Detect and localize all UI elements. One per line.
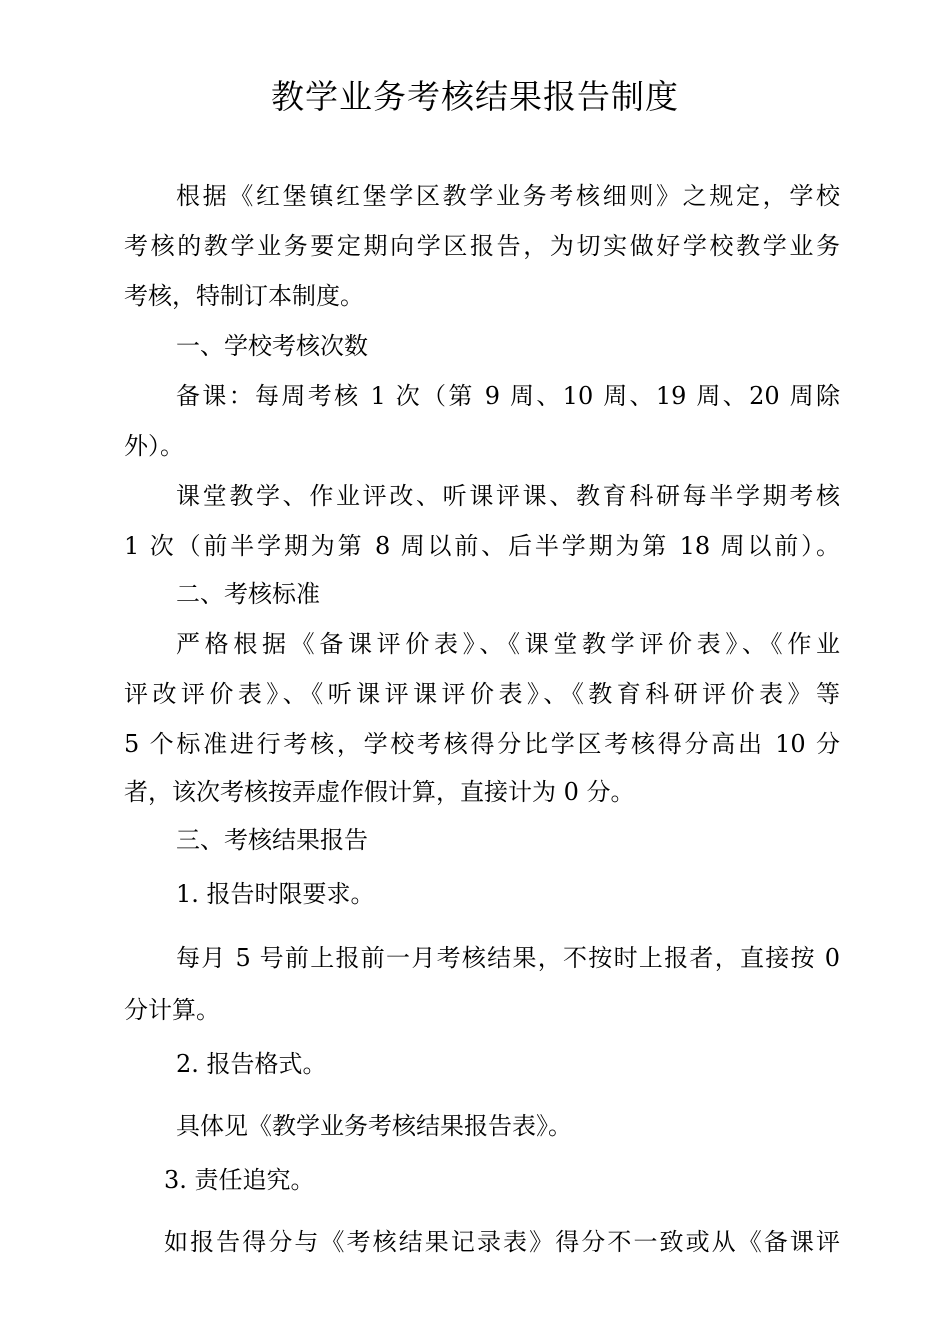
section-heading: 一、学校考核次数 bbox=[176, 332, 368, 360]
paragraph-line: 考核，特制订本制度。 bbox=[124, 282, 364, 310]
paragraph-line: 外）。 bbox=[124, 432, 184, 460]
paragraph-line: 每月 5 号前上报前一月考核结果，不按时上报者，直接按 0 bbox=[176, 944, 840, 972]
paragraph-line: 分计算。 bbox=[124, 996, 220, 1024]
paragraph-line: 根据《红堡镇红堡学区教学业务考核细则》之规定，学校 bbox=[176, 182, 840, 210]
subsection-heading: 1. 报告时限要求。 bbox=[176, 880, 375, 908]
paragraph-line: 者，该次考核按弄虚作假计算，直接计为 0 分。 bbox=[124, 778, 635, 806]
paragraph-line: 严格根据《备课评价表》、《课堂教学评价表》、《作业 bbox=[176, 630, 840, 658]
section-heading: 三、考核结果报告 bbox=[176, 826, 368, 854]
paragraph-line: 备课：每周考核 1 次（第 9 周、10 周、19 周、20 周除 bbox=[176, 382, 840, 410]
subsection-heading: 3. 责任追究。 bbox=[164, 1166, 315, 1194]
paragraph-line: 5 个标准进行考核，学校考核得分比学区考核得分高出 10 分 bbox=[124, 730, 840, 758]
paragraph-line: 具体见《教学业务考核结果报告表》。 bbox=[176, 1112, 572, 1140]
section-heading: 二、考核标准 bbox=[176, 580, 320, 608]
paragraph-line: 如报告得分与《考核结果记录表》得分不一致或从《备课评 bbox=[164, 1228, 840, 1256]
paragraph-line: 1 次（前半学期为第 8 周以前、后半学期为第 18 周以前）。 bbox=[124, 532, 840, 560]
subsection-heading: 2. 报告格式。 bbox=[176, 1050, 327, 1078]
paragraph-line: 评改评价表》、《听课评课评价表》、《教育科研评价表》等 bbox=[124, 680, 840, 708]
document-title: 教学业务考核结果报告制度 bbox=[271, 77, 679, 116]
paragraph-line: 考核的教学业务要定期向学区报告，为切实做好学校教学业务 bbox=[124, 232, 840, 260]
paragraph-line: 课堂教学、作业评改、听课评课、教育科研每半学期考核 bbox=[176, 482, 840, 510]
